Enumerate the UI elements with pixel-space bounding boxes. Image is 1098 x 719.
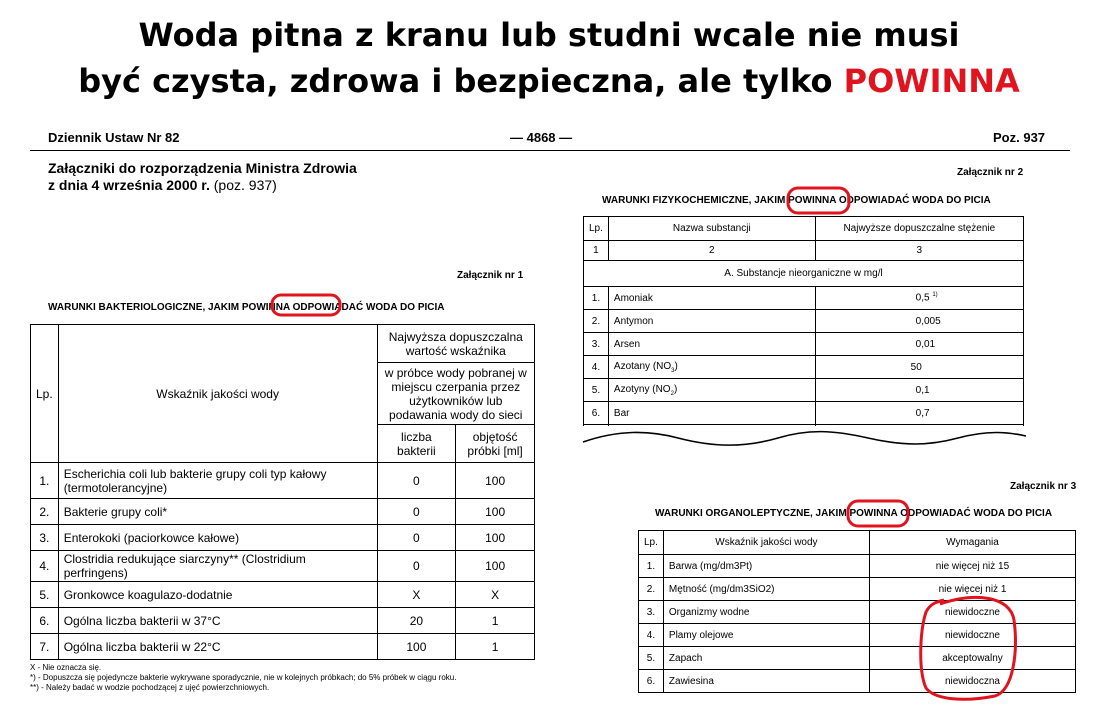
row-volume: 100 [456, 499, 535, 525]
bacteriological-table [30, 324, 535, 660]
row-count: 0 [377, 499, 456, 525]
row-lp: 2. [584, 310, 609, 333]
row-count: 20 [377, 608, 456, 634]
row-requirement: nie więcej niż 1 [869, 578, 1075, 601]
attachments-title-line-2 [48, 177, 357, 194]
table-row [31, 634, 535, 660]
header-volume: objętość próbki [ml] [456, 425, 535, 463]
row-value: 0,005 [815, 310, 1023, 333]
row-value: 0,7 [815, 402, 1023, 425]
row-indicator: Bakterie grupy coli* [58, 499, 377, 525]
headline-line-2-text: być czysta, zdrowa i bezpieczna, ale tylko [78, 62, 844, 100]
header-sample: w próbce wody pobranej w miejscu czerpania przez użytkowników lub podawania wody do sieci [377, 363, 534, 425]
annex-3-caption-mark: POWINNA [849, 508, 898, 519]
table-row [31, 463, 535, 499]
annex-2-caption-mark: POWINNA [788, 195, 837, 206]
row-lp: 4. [584, 356, 609, 379]
attachments-title-position: (poz. 937) [209, 177, 277, 193]
header-lp: Lp. [31, 325, 59, 463]
row-lp: 5. [31, 582, 59, 608]
row-indicator: Gronkowce koagulazo-dodatnie [58, 582, 377, 608]
closing-paren: ) [673, 383, 678, 395]
subscript: 3 [671, 367, 675, 374]
annex-1-caption-pre: WARUNKI BAKTERIOLOGICZNE, JAKIM [48, 302, 242, 313]
table-row [639, 624, 1076, 647]
footnote-marker: 1) [932, 292, 938, 299]
table-row [31, 551, 535, 582]
row-requirement: niewidoczne [869, 624, 1075, 647]
attachments-title [48, 160, 357, 194]
annex-3-caption-post: ODPOWIADAĆ WODA DO PICIA [897, 508, 1053, 519]
header-substance: Nazwa substancji [608, 217, 815, 241]
headline-line-1: Woda pitna z kranu lub studni wcale nie musi [138, 16, 960, 54]
row-lp: 3. [31, 525, 59, 551]
annex-3-label: Załącznik nr 3 [1010, 481, 1077, 492]
annex-1-caption-post: ODPOWIADAĆ WODA DO PICIA [289, 302, 445, 313]
annex-3-caption [655, 508, 1052, 519]
annex-3-caption-pre: WARUNKI ORGANOLEPTYCZNE, JAKIM [655, 508, 850, 519]
row-substance: Amoniak [608, 287, 815, 310]
row-substance [608, 379, 815, 402]
row-indicator: Enterokoki (paciorkowce kałowe) [58, 525, 377, 551]
row-lp: 6. [639, 670, 664, 693]
row-count: 100 [377, 634, 456, 660]
note-double-asterisk: **) - Należy badać w wodzie pochodzącej z ujęć powierzchniowych. [30, 683, 270, 692]
row-indicator: Escherichia coli lub bakterie grupy coli typ kałowy (termotolerancyjne) [58, 463, 377, 499]
closing-paren: ) [674, 360, 678, 372]
row-lp: 1. [31, 463, 59, 499]
row-indicator: Organizmy wodne [663, 601, 869, 624]
note-x: X - Nie oznacza się. [30, 663, 102, 672]
header-indicator: Wskaźnik jakości wody [663, 531, 869, 555]
row-value: 0,01 [815, 333, 1023, 356]
table-row [584, 356, 1024, 379]
row-substance: Arsen [608, 333, 815, 356]
table-row [639, 647, 1076, 670]
row-volume: 1 [456, 634, 535, 660]
substance-name: Azotany (NO [613, 360, 672, 372]
table-row [31, 608, 535, 634]
row-lp: 7. [31, 634, 59, 660]
annex-2-caption-post: ODPOWIADAĆ WODA DO PICIA [836, 195, 991, 206]
row-lp: 5. [584, 379, 609, 402]
headline [0, 12, 1098, 104]
row-indicator: Zapach [663, 647, 869, 670]
row-requirement: akceptowalny [869, 647, 1075, 670]
headline-line-2 [0, 58, 1098, 104]
headline-highlight: POWINNA [843, 62, 1020, 100]
table-row [639, 670, 1076, 693]
row-lp: 2. [639, 578, 664, 601]
row-indicator: Mętność (mg/dm3SiO2) [663, 578, 869, 601]
row-indicator: Clostridia redukujące siarczyny** (Clostridium perfringens) [58, 551, 377, 582]
attachments-title-date: z dnia 4 września 2000 r. [48, 177, 210, 193]
row-substance: Bar [608, 402, 815, 425]
row-lp: 6. [31, 608, 59, 634]
annex-1-caption [48, 302, 444, 313]
table-row [639, 601, 1076, 624]
annex-1-label: Załącznik nr 1 [457, 270, 524, 281]
row-count: 0 [377, 525, 456, 551]
row-value: 0,1 [815, 379, 1023, 402]
header-requirements: Wymagania [869, 531, 1075, 555]
row-volume: 100 [456, 463, 535, 499]
row-lp: 6. [584, 402, 609, 425]
header-max-concentration: Najwyższe dopuszczalne stężenie [815, 217, 1023, 241]
row-value-number: 0,5 [915, 292, 930, 304]
table-row [639, 578, 1076, 601]
table-row [639, 555, 1076, 578]
physicochemical-table [583, 216, 1024, 447]
doc-header-page-number: — 4868 — [510, 130, 573, 145]
row-indicator: Ogólna liczba bakterii w 37°C [58, 608, 377, 634]
column-number-1: 1 [584, 241, 609, 261]
note-single-asterisk: *) - Dopuszcza się pojedyncze bakterie wykrywane sporadycznie, nie w kolejnych próbkach; do 5% próbek w ciągu roku. [30, 673, 457, 682]
row-substance [608, 356, 815, 379]
table-row [584, 379, 1024, 402]
row-lp: 1. [639, 555, 664, 578]
annex-1-notes [30, 663, 456, 693]
table-row [31, 582, 535, 608]
row-lp: 4. [639, 624, 664, 647]
table-row [31, 499, 535, 525]
row-count: X [377, 582, 456, 608]
torn-edge [578, 416, 1030, 456]
header-divider [30, 150, 1070, 151]
row-volume: 1 [456, 608, 535, 634]
attachments-title-line-1: Załączniki do rozporządzenia Ministra Zdrowia [48, 160, 357, 176]
substance-name: Azotyny (NO [613, 383, 671, 395]
row-indicator: Plamy olejowe [663, 624, 869, 647]
row-substance: Antymon [608, 310, 815, 333]
subscript: 2 [670, 390, 674, 397]
row-lp: 3. [584, 333, 609, 356]
row-lp: 5. [639, 647, 664, 670]
header-lp: Lp. [639, 531, 664, 555]
organoleptic-table [638, 530, 1076, 693]
row-lp: 4. [31, 551, 59, 582]
column-number-3: 3 [815, 241, 1023, 261]
section-inorganic: A. Substancje nieorganiczne w mg/l [584, 261, 1024, 287]
row-lp: 2. [31, 499, 59, 525]
row-volume: 100 [456, 551, 535, 582]
row-volume: 100 [456, 525, 535, 551]
row-value: 50 [815, 356, 1023, 379]
header-lp: Lp. [584, 217, 609, 241]
table-row [31, 525, 535, 551]
row-requirement: niewidoczne [869, 601, 1075, 624]
row-count: 0 [377, 463, 456, 499]
column-number-2: 2 [608, 241, 815, 261]
doc-header-journal: Dziennik Ustaw Nr 82 [48, 130, 180, 145]
row-lp: 3. [639, 601, 664, 624]
row-count: 0 [377, 551, 456, 582]
table-row [584, 287, 1024, 310]
table-row [584, 333, 1024, 356]
header-indicator: Wskaźnik jakości wody [58, 325, 377, 463]
annex-2-caption [602, 195, 991, 206]
row-requirement: nie więcej niż 15 [869, 555, 1075, 578]
row-indicator: Ogólna liczba bakterii w 22°C [58, 634, 377, 660]
table-row [584, 310, 1024, 333]
row-value [815, 287, 1023, 310]
row-indicator: Barwa (mg/dm3Pt) [663, 555, 869, 578]
row-requirement: niewidoczna [869, 670, 1075, 693]
header-count: liczba bakterii [377, 425, 456, 463]
row-lp: 1. [584, 287, 609, 310]
annex-2-label: Załącznik nr 2 [957, 167, 1024, 178]
header-max-value: Najwyższa dopuszczalna wartość wskaźnika [377, 325, 534, 363]
row-volume: X [456, 582, 535, 608]
doc-header-position: Poz. 937 [993, 130, 1046, 145]
row-indicator: Zawiesina [663, 670, 869, 693]
annex-1-caption-mark: POWINNA [241, 302, 290, 313]
annex-2-caption-pre: WARUNKI FIZYKOCHEMICZNE, JAKIM [602, 195, 789, 206]
